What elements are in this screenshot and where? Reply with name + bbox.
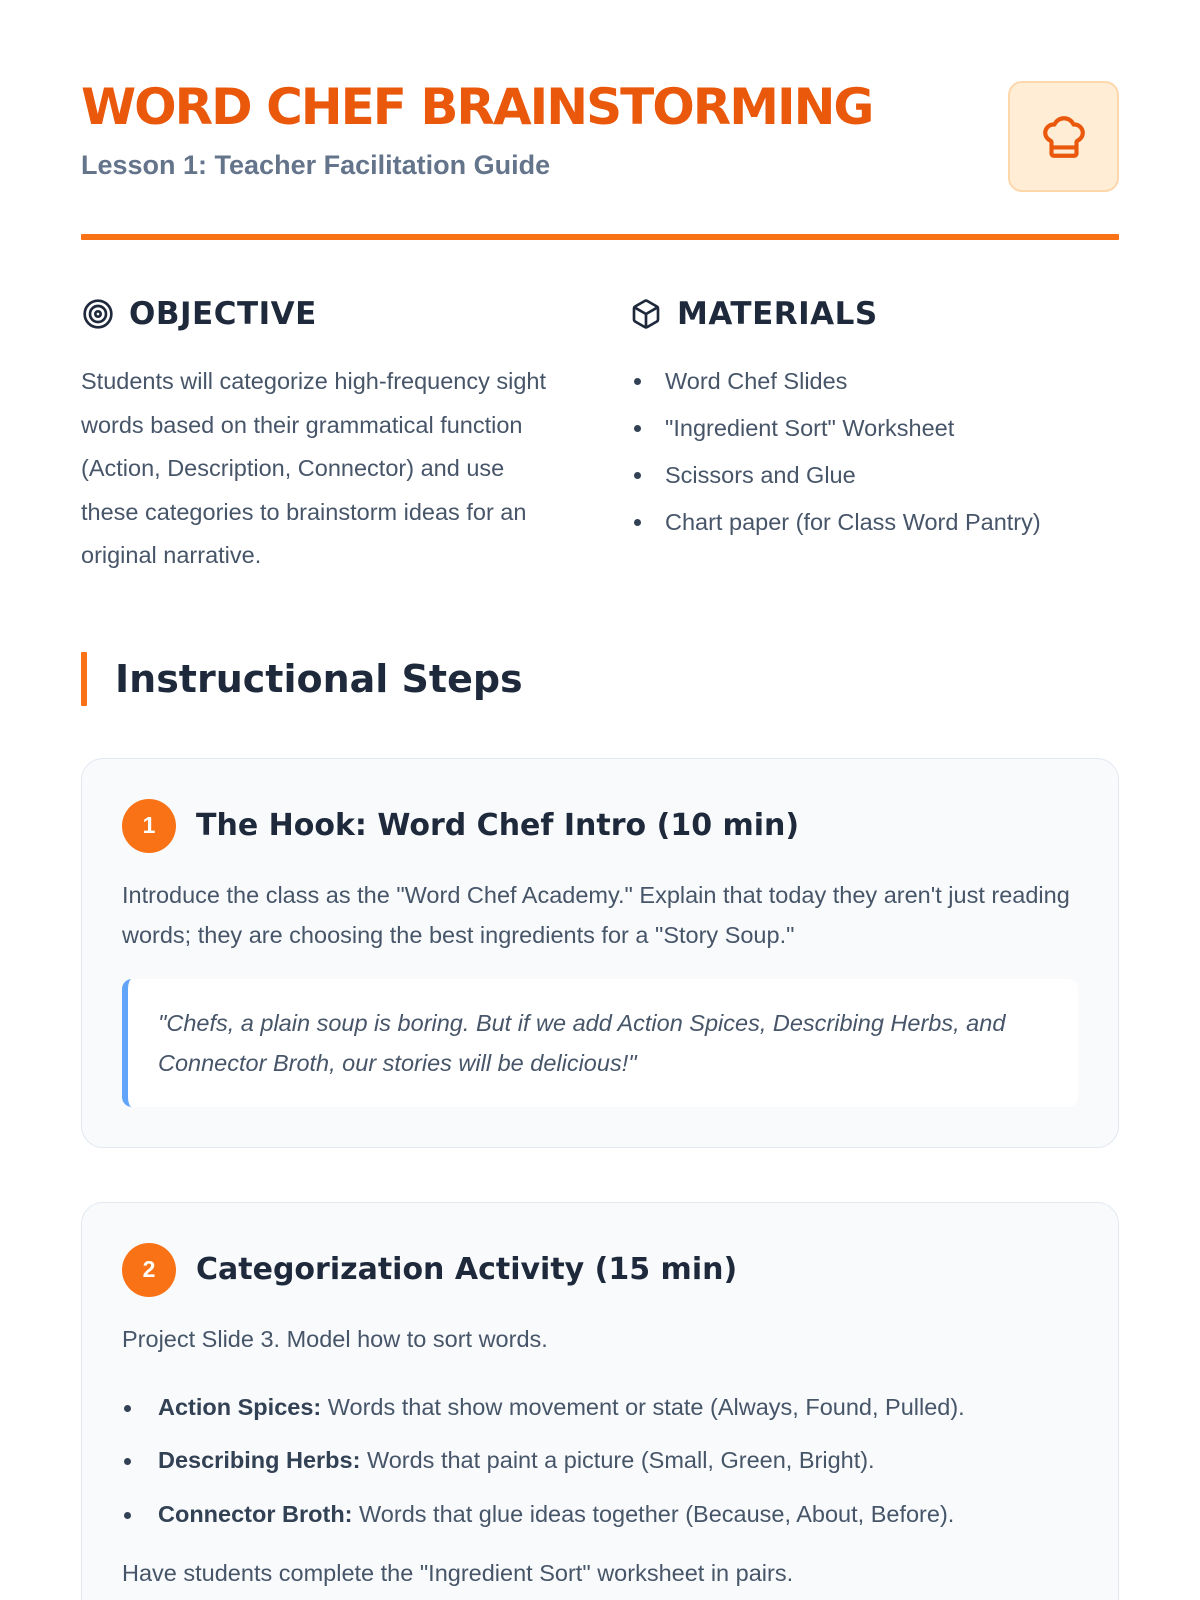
chef-hat-icon <box>1008 81 1119 192</box>
category-list <box>122 1381 1078 1542</box>
step-followup-text: Have students complete the "Ingredient Sort" worksheet in pairs. <box>122 1560 794 1586</box>
step-header <box>122 1243 1078 1297</box>
objective-heading: OBJECTIVE <box>129 296 317 332</box>
objective-heading-row <box>81 294 566 334</box>
list-item <box>122 1434 1078 1488</box>
step-card-1 <box>81 758 1119 1148</box>
box-icon <box>629 297 663 331</box>
teacher-quote: "Chefs, a plain soup is boring. But if we add Action Spices, Describing Herbs, and Connector Broth, our stories will be delicious!" <box>122 979 1078 1107</box>
page-header <box>81 0 1119 246</box>
step-title: The Hook: Word Chef Intro (10 min) <box>196 808 800 843</box>
list-item: "Ingredient Sort" Worksheet <box>629 405 1119 452</box>
category-description: Words that paint a picture (Small, Green, Bright). <box>360 1447 875 1473</box>
materials-heading: MATERIALS <box>677 296 878 332</box>
category-label: Action Spices: <box>158 1393 322 1420</box>
step-card-2 <box>81 1202 1119 1600</box>
materials-list <box>629 358 1119 546</box>
category-label: Describing Herbs: <box>158 1447 361 1473</box>
instructional-steps-heading-row <box>81 652 1119 706</box>
list-item: Chart paper (for Class Word Pantry) <box>629 499 1119 546</box>
page-subtitle: Lesson 1: Teacher Facilitation Guide <box>81 150 551 180</box>
step-number-badge: 2 <box>122 1243 176 1297</box>
materials-heading-row <box>629 294 1119 334</box>
step-text: Introduce the class as the "Word Chef Academy." Explain that today they aren't just reading words; they are choosing the best ingredients for a "Story Soup." <box>122 881 1070 948</box>
list-item <box>122 1381 1078 1435</box>
page-title: WORD CHEF BRAINSTORMING <box>81 78 873 136</box>
header-divider <box>81 234 1119 240</box>
overview-columns <box>81 294 1119 578</box>
category-label: Connector Broth: <box>158 1500 353 1527</box>
accent-bar <box>81 652 87 706</box>
step-text: Project Slide 3. Model how to sort words. <box>122 1325 548 1352</box>
list-item <box>122 1488 1078 1542</box>
step-number-badge: 1 <box>122 799 176 853</box>
step-header <box>122 799 1078 853</box>
category-description: Words that glue ideas together (Because, About, Before). <box>352 1500 955 1527</box>
category-description: Words that show movement or state (Always, Found, Pulled). <box>321 1393 965 1420</box>
step-title: Categorization Activity (15 min) <box>196 1252 738 1287</box>
instructional-steps-heading: Instructional Steps <box>115 656 523 701</box>
list-item: Word Chef Slides <box>629 358 1119 405</box>
target-icon <box>81 297 115 331</box>
objective-section <box>81 294 566 578</box>
materials-section <box>629 294 1119 578</box>
list-item: Scissors and Glue <box>629 452 1119 499</box>
objective-text: Students will categorize high-frequency sight words based on their grammatical function (Action, Description, Connector) and use these categories to brainstorm ideas for an original narrative. <box>81 368 547 568</box>
